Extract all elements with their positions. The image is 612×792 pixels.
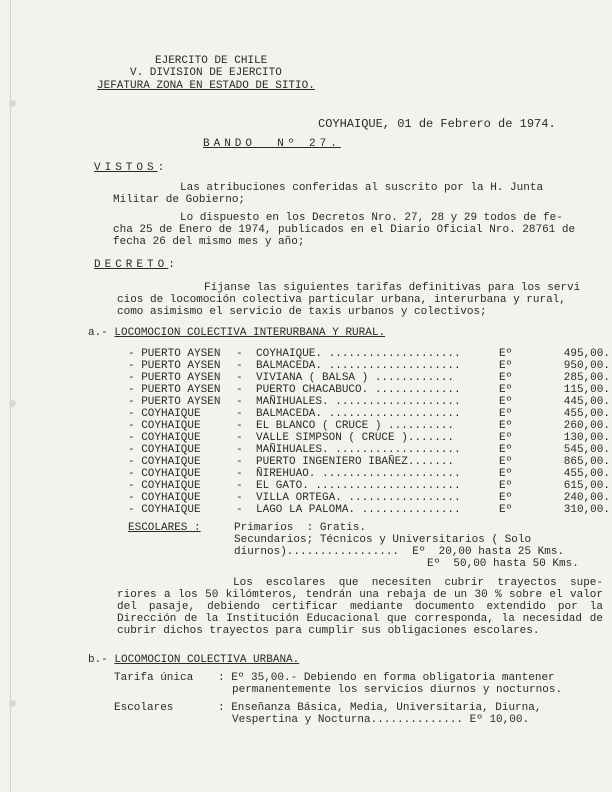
table-row (128, 384, 610, 396)
route-dash: - (236, 480, 243, 492)
route-amount: 240,00. (563, 492, 610, 504)
table-row (128, 396, 610, 408)
escolares-secundarios-line-1: Secundarios; Técnicos y Universitarios ( Solo (234, 534, 532, 546)
route-dash: - (236, 408, 243, 420)
route-amount: 455,00. (563, 408, 610, 420)
section-a-heading-line (88, 327, 385, 339)
route-currency: Eº (499, 420, 513, 432)
header-line-3: JEFATURA ZONA EN ESTADO DE SITIO. (97, 80, 315, 92)
tarifa-line-1: : Eº 35,00.- Debiendo en forma obligatoria mantener (218, 672, 555, 684)
table-row (128, 432, 610, 444)
escolares-b-line-1: : Enseñanza Básica, Media, Universitaria, Diurna, (218, 702, 542, 714)
route-amount: 495,00. (563, 348, 610, 360)
route-amount: 115,00. (563, 384, 610, 396)
route-dash: - (236, 432, 243, 444)
escolares-b-line-2: Vespertina y Nocturna.............. Eº 10,00. (232, 714, 530, 726)
tarifa-label: Tarifa única (114, 672, 194, 684)
route-currency: Eº (499, 504, 513, 516)
table-row (128, 348, 610, 360)
section-b-heading: LOCOMOCION COLECTIVA URBANA. (114, 654, 300, 666)
route-destination: BALMACEDA. .................... (256, 360, 461, 372)
table-row (128, 360, 610, 372)
route-currency: Eº (499, 384, 513, 396)
vistos-p2-line-2: cha 25 de Enero de 1974, publicados en el Diario Oficial Nro. 28761 de (113, 224, 576, 236)
route-dash: - (236, 396, 243, 408)
table-row (128, 372, 610, 384)
decreto-heading-line (94, 259, 175, 271)
route-origin: - COYHAIQUE (128, 444, 201, 456)
table-row (128, 468, 610, 480)
route-currency: Eº (499, 408, 513, 420)
route-origin: - COYHAIQUE (128, 432, 201, 444)
route-amount: 310,00. (563, 504, 610, 516)
route-currency: Eº (499, 396, 513, 408)
route-amount: 285,00. (563, 372, 610, 384)
escolares-label: ESCOLARES : (128, 522, 201, 534)
route-amount: 615,00. (563, 480, 610, 492)
binder-margin (10, 0, 21, 792)
route-destination: MAÑIHUALES. ................... (256, 444, 461, 456)
route-destination: VILLA ORTEGA. ................. (256, 492, 461, 504)
route-dash: - (236, 360, 243, 372)
route-dash: - (236, 504, 243, 516)
route-amount: 545,00. (563, 444, 610, 456)
vistos-p1-line-2: Militar de Gobierno; (113, 194, 246, 206)
route-destination: LAGO LA PALOMA. ............... (256, 504, 461, 516)
route-destination: MAÑIHUALES. ................... (256, 396, 461, 408)
escolares-secundarios-line-2: diurnos)................. Eº 20,00 hasta 25 Kms. (234, 546, 565, 558)
table-row (128, 420, 610, 432)
punch-hole (9, 700, 16, 707)
route-destination: EL GATO. ...................... (256, 480, 461, 492)
escolares-secundarios-line-3: Eº 50,00 hasta 50 Kms. (427, 558, 579, 570)
vistos-heading: VISTOS (94, 162, 158, 174)
route-origin: - COYHAIQUE (128, 420, 201, 432)
route-origin: - COYHAIQUE (128, 456, 201, 468)
decreto-line-1: Fíjanse las siguientes tarifas definitivas para los servi (204, 282, 581, 294)
route-origin: - PUERTO AYSEN (128, 372, 221, 384)
punch-hole (9, 100, 16, 107)
route-currency: Eº (499, 444, 513, 456)
route-destination: PUERTO CHACABUCO. ............. (256, 384, 461, 396)
vistos-heading-line (94, 162, 164, 174)
route-currency: Eº (499, 432, 513, 444)
route-dash: - (236, 492, 243, 504)
punch-hole (9, 400, 16, 407)
vistos-p2-line-1: Lo dispuesto en los Decretos Nro. 27, 28 y 29 todos de fe- (180, 212, 563, 224)
decreto-heading: DECRETO (94, 259, 169, 271)
route-destination: ÑIREHUAO. ..................... (256, 468, 461, 480)
tarifa-line-2: permanentemente los servicios diurnos y nocturnos. (232, 684, 563, 696)
table-row (128, 492, 610, 504)
route-origin: - PUERTO AYSEN (128, 360, 221, 372)
decreto-line-2: cios de locomoción colectiva particular urbana, interurbana y rural, (117, 294, 566, 306)
route-origin: - PUERTO AYSEN (128, 384, 221, 396)
section-b-heading-line (88, 654, 299, 666)
route-destination: EL BLANCO ( CRUCE ) .......... (256, 420, 455, 432)
route-destination: VALLE SIMPSON ( CRUCE )....... (256, 432, 455, 444)
escolares-note: Los escolares que necesiten cubrir trayectos supe- riores a los 50 kilómteros, tendrán una rebaja de un 30 % sobre el valor del pasaje, debiendo certificar mediante documento extendido por la Dirección de la Institución Educacional que corresponda, la necesidad de cubrir dichos trayectos para cumplir sus obligaciones escolares. (117, 577, 603, 637)
route-dash: - (236, 456, 243, 468)
route-amount: 260,00. (563, 420, 610, 432)
route-dash: - (236, 348, 243, 360)
bando-title: BANDO Nº 27. (203, 138, 341, 150)
escolares-primarios: Primarios : Gratis. (234, 522, 367, 534)
escolares-b-label: Escolares (114, 702, 174, 714)
route-currency: Eº (499, 468, 513, 480)
route-origin: - COYHAIQUE (128, 480, 201, 492)
vistos-p1-line-1: Las atribuciones conferidas al suscrito por la H. Junta (180, 182, 544, 194)
section-a-label: a.- (88, 327, 108, 339)
route-amount: 950,00. (563, 360, 610, 372)
place-date: COYHAIQUE, 01 de Febrero de 1974. (318, 117, 556, 131)
table-row (128, 456, 610, 468)
route-currency: Eº (499, 348, 513, 360)
route-dash: - (236, 420, 243, 432)
route-dash: - (236, 384, 243, 396)
decreto-colon: : (168, 259, 175, 271)
route-currency: Eº (499, 492, 513, 504)
route-origin: - COYHAIQUE (128, 468, 201, 480)
route-amount: 130,00. (563, 432, 610, 444)
section-b-label: b.- (88, 654, 108, 666)
route-origin: - COYHAIQUE (128, 504, 201, 516)
header-line-1: EJERCITO DE CHILE (155, 55, 268, 67)
route-origin: - PUERTO AYSEN (128, 396, 221, 408)
vistos-colon: : (157, 162, 165, 174)
route-currency: Eº (499, 480, 513, 492)
route-origin: - COYHAIQUE (128, 408, 201, 420)
route-origin: - PUERTO AYSEN (128, 348, 221, 360)
table-row (128, 444, 610, 456)
header-line-2: V. DIVISION DE EJERCITO (130, 67, 282, 79)
route-destination: BALMACEDA. .................... (256, 408, 461, 420)
route-amount: 455,00. (563, 468, 610, 480)
route-dash: - (236, 468, 243, 480)
route-destination: PUERTO INGENIERO IBAÑEZ....... (256, 456, 455, 468)
decreto-line-3: como asimismo el servicio de taxis urbanos y colectivos; (117, 306, 487, 318)
route-currency: Eº (499, 456, 513, 468)
table-row (128, 504, 610, 516)
route-dash: - (236, 444, 243, 456)
route-amount: 865,00. (563, 456, 610, 468)
route-currency: Eº (499, 372, 513, 384)
route-destination: COYHAIQUE. .................... (256, 348, 461, 360)
vistos-p2-line-3: fecha 26 del mismo mes y año; (113, 236, 305, 248)
table-row (128, 480, 610, 492)
route-amount: 445,00. (563, 396, 610, 408)
table-row (128, 408, 610, 420)
section-a-heading: LOCOMOCION COLECTIVA INTERURBANA Y RURAL. (114, 327, 386, 339)
route-currency: Eº (499, 360, 513, 372)
route-dash: - (236, 372, 243, 384)
route-destination: VIVIANA ( BALSA ) ............ (256, 372, 455, 384)
route-origin: - COYHAIQUE (128, 492, 201, 504)
